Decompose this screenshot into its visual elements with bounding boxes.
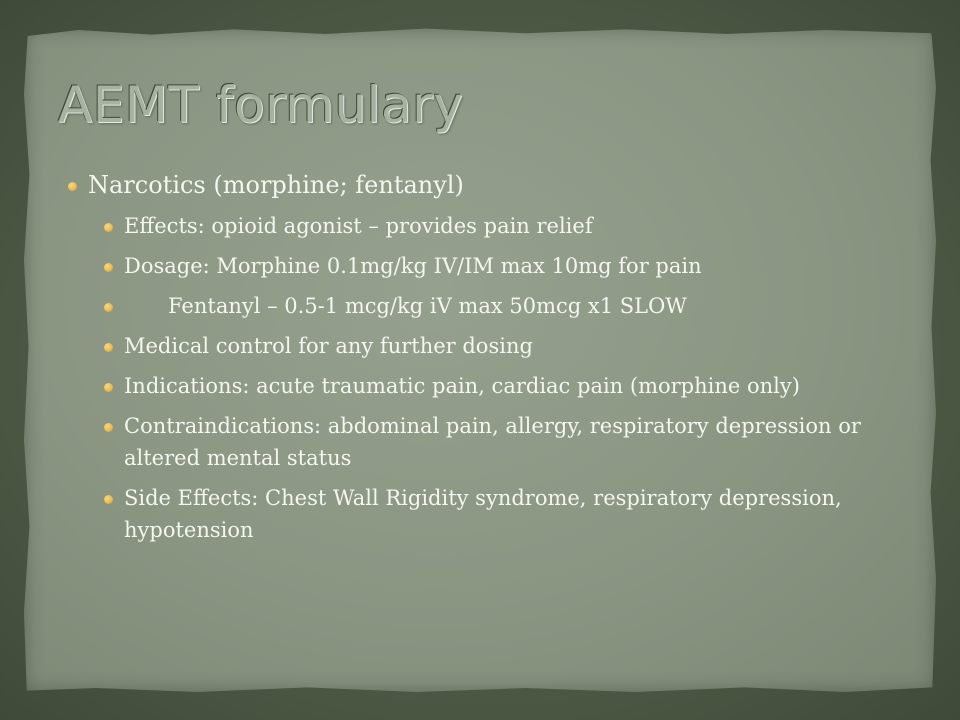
sub-bullet-text: Contraindications: abdominal pain, allergy, respiratory depression or altered mental status (124, 414, 861, 470)
bullet-dot-icon (104, 263, 113, 272)
sub-bullet-indications (68, 370, 898, 402)
sub-bullet-contraindications (68, 410, 898, 474)
sub-bullet-effects (68, 210, 898, 242)
bullet-dot-icon (68, 182, 77, 191)
bullet-list (68, 166, 898, 554)
bullet-text: Narcotics (morphine; fentanyl) (88, 171, 464, 199)
sub-bullet-text: Dosage: Morphine 0.1mg/kg IV/IM max 10mg for pain (124, 254, 702, 278)
sub-bullet-text: Indications: acute traumatic pain, cardiac pain (morphine only) (124, 374, 800, 398)
sub-bullet-medical-control (68, 330, 898, 362)
bullet-dot-icon (104, 303, 113, 312)
slide-title: AEMT formulary (58, 76, 464, 134)
sub-bullet-dosage-morphine (68, 250, 898, 282)
bullet-dot-icon (104, 223, 113, 232)
sub-bullet-text: Medical control for any further dosing (124, 334, 533, 358)
sub-bullet-text: Fentanyl – 0.5-1 mcg/kg iV max 50mcg x1 SLOW (168, 294, 687, 318)
bullet-dot-icon (104, 343, 113, 352)
bullet-item-narcotics (68, 166, 898, 204)
sub-bullet-text: Side Effects: Chest Wall Rigidity syndrome, respiratory depression, hypotension (124, 486, 842, 542)
sub-bullet-text: Effects: opioid agonist – provides pain relief (124, 214, 593, 238)
bullet-dot-icon (104, 383, 113, 392)
sub-bullet-side-effects (68, 482, 898, 546)
bullet-dot-icon (104, 495, 113, 504)
bullet-dot-icon (104, 423, 113, 432)
sub-bullet-dosage-fentanyl (68, 290, 898, 322)
